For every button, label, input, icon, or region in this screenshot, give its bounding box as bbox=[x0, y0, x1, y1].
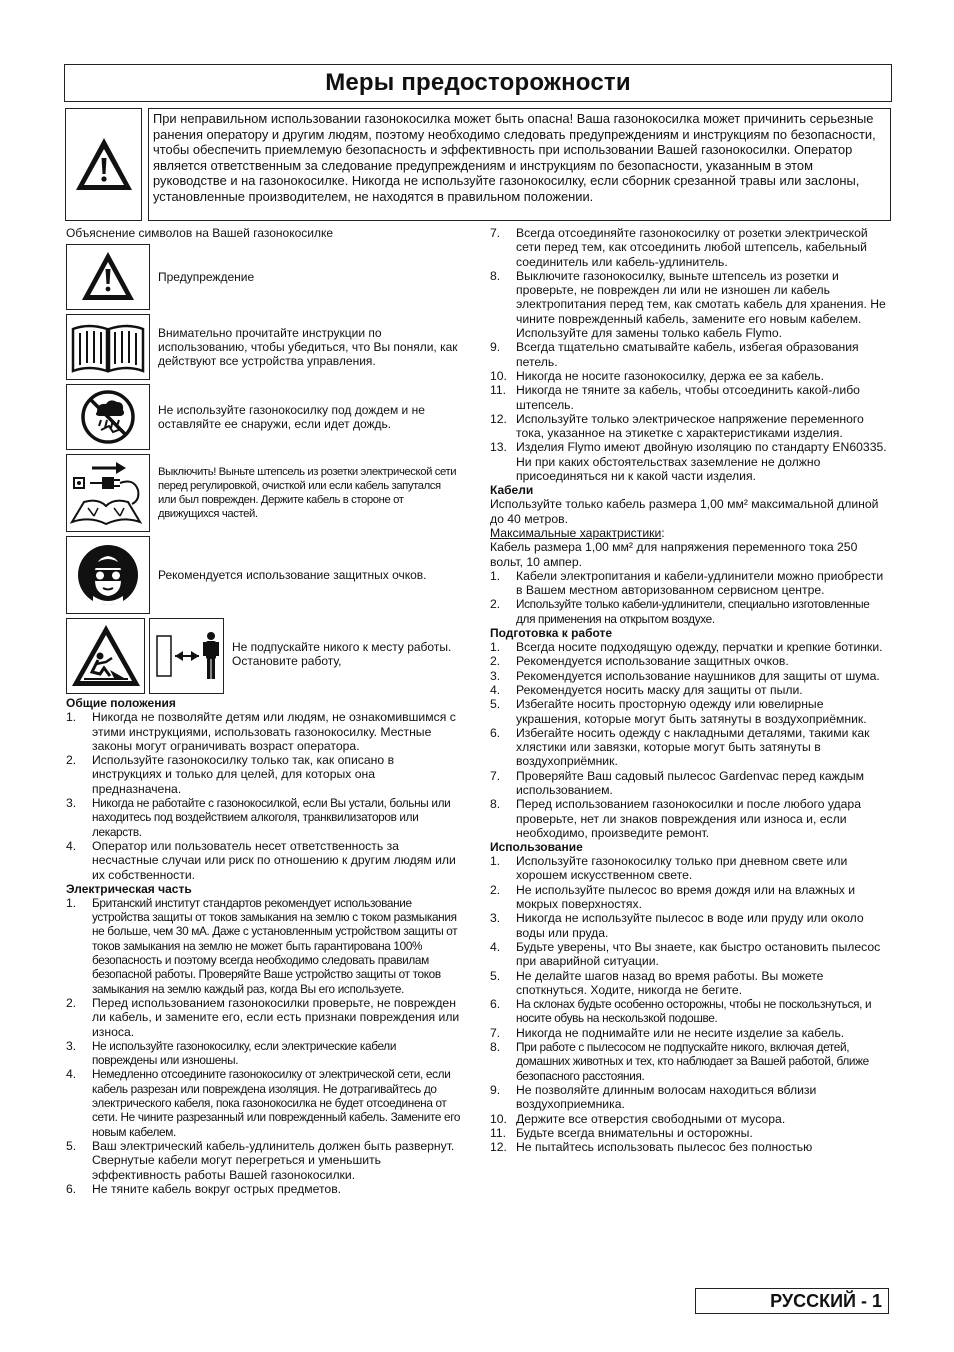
list-item: 11. Никогда не тяните за кабель, чтобы отсоединить какой-либо штепсель. bbox=[490, 383, 860, 412]
list-item: 2. Перед использованием газонокосилки проверьте, не поврежден ли кабель, и замените его, если есть признаки повреждения или износа. bbox=[66, 995, 460, 1039]
symbol-row bbox=[66, 618, 461, 694]
preparation-list bbox=[490, 640, 890, 840]
list-item: 3. Никогда не используйте пылесос в воде или пруду или около воды или пруда. bbox=[490, 911, 864, 940]
list-item: 3. Никогда не работайте с газонокосилкой, если Вы устали, больны или находитесь под воздействием алкоголя, транквилизаторов или лекарств. bbox=[66, 796, 451, 839]
symbol-text: Не подпускайте никого к месту работы. Остановите работу, bbox=[232, 640, 452, 669]
list-item: 3. Не используйте газонокосилку, если электрические кабели повреждены или изношены. bbox=[66, 1038, 397, 1068]
list-item: 5. Ваш электрический кабель-удлинитель должен быть развернут. Свернутые кабели могут перегреться и уменьшить эффективность работы Вашей газонокосилки. bbox=[66, 1138, 455, 1182]
symbol-row bbox=[66, 536, 461, 614]
electrical-list bbox=[66, 896, 461, 1196]
list-item: 2. Используйте газонокосилку только так, как описано в инструкциях и только для целей, для которых она предназначена. bbox=[66, 753, 395, 796]
page-number-label: РУССКИЙ - 1 bbox=[695, 1288, 889, 1314]
list-item: 5. Не делайте шагов назад во время работы. Вы можете споткнуться. Ходите, никогда не бегите. bbox=[490, 968, 824, 997]
left-column bbox=[66, 226, 461, 1196]
list-item: 1. Никогда не позволяйте детям или людям, не ознакомившимся с этими инструкциями, использовать газонокосилку. Местные законы могут ограничивать возраст оператора. bbox=[66, 710, 456, 753]
unplug-icon bbox=[66, 454, 150, 532]
list-item: 6. На склонах будьте особенно осторожны, чтобы не поскользнуться, и носите обувь на нескользкой подошве. bbox=[490, 997, 872, 1026]
cables-paragraph: Кабель размера 1,00 мм² для напряжения переменного тока 250 вольт, 10 ампер. bbox=[490, 540, 858, 569]
list-item: 1. Британский институт стандартов рекомендует использование устройства защиты от токов замыкания на землю с током размыкания не больше, чем 30 мА. Даже с установленным устройством защиты от токов замыкания на землю не может быть гарантирована 100% безопасность и поэтому всегда необходимо следовать правилам безопасной работы. Проверяйте Ваше устройство защиты от токов замыкания на землю каждый раз, когда Вы его используете. bbox=[66, 895, 458, 996]
list-item: 7. Проверяйте Ваш садовый пылесос Gardenvac перед каждым использованием. bbox=[490, 768, 865, 797]
list-item: 12. Используйте только электрическое напряжение переменного тока, указанное на этикетке с характеристиками изделия. bbox=[490, 411, 864, 441]
warning-triangle-icon bbox=[73, 134, 135, 196]
electrical-list-continued bbox=[490, 226, 890, 483]
keep-distance-icon bbox=[149, 618, 224, 694]
symbols-caption: Объяснение символов на Вашей газонокосилке bbox=[66, 226, 334, 240]
section-heading: Кабели bbox=[490, 483, 534, 498]
list-item: 3. Рекомендуется использование наушников для защиты от шума. bbox=[490, 668, 880, 683]
list-item: 12. Не пытайтесь использовать пылесос без полностью bbox=[490, 1140, 813, 1155]
symbol-text: Предупреждение bbox=[158, 270, 255, 285]
usage-list bbox=[490, 854, 890, 1154]
list-item: 10. Никогда не носите газонокосилку, держа ее за кабель. bbox=[490, 368, 824, 383]
list-item: 11. Будьте всегда внимательны и осторожны. bbox=[490, 1125, 753, 1140]
list-item: 4. Рекомендуется носить маску для защиты от пыли. bbox=[490, 682, 803, 697]
cables-max-specs: Максимальные характристики: bbox=[490, 525, 665, 540]
list-item: 2. Рекомендуется использование защитных очков. bbox=[490, 654, 789, 669]
section-heading: Использование bbox=[490, 840, 583, 855]
list-item: 13. Изделия Flymo имеют двойную изоляцию по стандарту EN60335. Ни при каких обстоятельствах заземление не должно присоединяться ни к какой части изделия. bbox=[490, 440, 887, 484]
symbol-row bbox=[66, 384, 461, 450]
list-item: 4. Оператор или пользователь несет ответственность за несчастные случаи или риск по отношению к другим людям или их собственности. bbox=[66, 838, 456, 882]
section-heading: Общие положения bbox=[66, 696, 176, 711]
list-item: 7. Всегда отсоединяйте газонокосилку от розетки электрической сети перед тем, как отсоединить любой штепсель, кабельный соединитель или кабель-удлинитель. bbox=[490, 226, 868, 269]
list-item: 1. Всегда носите подходящую одежду, перчатки и крепкие ботинки. bbox=[490, 640, 883, 655]
cables-paragraph: Используйте только кабель размера 1,00 мм² максимальной длиной до 40 метров. bbox=[490, 497, 879, 526]
list-item: 6. Не тяните кабель вокруг острых предметов. bbox=[66, 1181, 342, 1196]
general-list bbox=[66, 710, 461, 882]
list-item: 8. Перед использованием газонокосилки и после любого удара проверьте, нет ли знаков повреждения или износа и, если необходимо, произведите ремонт. bbox=[490, 797, 861, 840]
symbol-text: Выключить! Выньте штепсель из розетки электрической сети перед регулировкой, очисткой или если кабель запутался или был поврежден. Держите кабель в стороне от движущихся частей. bbox=[158, 466, 457, 521]
symbol-row bbox=[66, 314, 461, 380]
list-item: 7. Никогда не поднимайте или не несите изделие за кабель. bbox=[490, 1025, 845, 1040]
list-item: 6. Избегайте носить одежду с накладными деталями, такими как хлястики или завязки, которые могут быть затянуты в воздухоприёмник. bbox=[490, 725, 870, 769]
section-heading: Подготовка к работе bbox=[490, 626, 613, 641]
list-item: 4. Немедленно отсоедините газонокосилку от электрической сети, если кабель разрезан или повреждена изоляция. Не дотрагивайтесь до электрического кабеля, пока газонокосилка не будет отсоединена от сети. Не чините разрезанный или поврежденный кабель. Замените его новым кабелем. bbox=[66, 1067, 461, 1139]
list-item: 9. Не позволяйте длинным волосам находиться вблизи воздухоприемника. bbox=[490, 1082, 817, 1112]
list-item: 9. Всегда тщательно сматывайте кабель, избегая образования петель. bbox=[490, 340, 859, 369]
list-item: 8. При работе с пылесосом не подпускайте никого, включая детей, домашних животных и тех, кто наблюдает за Вашей работой, ближе безопасного расстояния. bbox=[490, 1040, 869, 1083]
thrown-object-warning-icon bbox=[66, 618, 145, 694]
warning-triangle-icon bbox=[66, 244, 150, 310]
list-item: 10. Держите все отверстия свободными от мусора. bbox=[490, 1111, 786, 1126]
manual-book-icon bbox=[66, 314, 150, 380]
right-column bbox=[490, 226, 890, 1154]
symbol-text: Рекомендуется использование защитных очков. bbox=[158, 568, 427, 583]
page-title: Меры предосторожности bbox=[325, 68, 631, 96]
safety-goggles-icon bbox=[66, 536, 150, 614]
section-heading: Электрическая часть bbox=[66, 881, 192, 896]
intro-text: При неправильном использовании газонокосилка может быть опасна! Ваша газонокосилка может причинить серьезные ранения оператору и другим людям, поэтому необходимо следовать предупреждениям и инструкциям по безопасности, чтобы обеспечить приемлемую безопасность и эффективность при использовании Вашей газонокосилки. Оператор является ответственным за следование предупреждениям и инструкциям по безопасности, указанным в этом руководстве и на газонокосилке. Никогда не используйте газонокосилку, если сборник срезанной травы или заслоны, установленные производителем, не находятся в правильном положении. bbox=[148, 108, 891, 221]
list-item: 8. Выключите газонокосилку, выньте штепсель из розетки и проверьте, не поврежден ли или не изношен ли кабель электропитания перед тем, как смотать кабель для хранения. Не чините поврежденный кабель, замените его новым кабелем. Используйте для замены только кабель Flymo. bbox=[490, 268, 886, 341]
symbol-text: Внимательно прочитайте инструкции по использованию, чтобы убедиться, что Вы поняли, как действуют все устройства управления. bbox=[158, 326, 458, 369]
symbol-text: Не используйте газонокосилку под дождем и не оставляйте ее снаружи, если идет дождь. bbox=[158, 403, 425, 432]
symbol-row bbox=[66, 244, 461, 310]
cables-list bbox=[490, 569, 890, 626]
list-item: 2. Используйте только кабели-удлинители, специально изготовленные для применения на открытом воздухе. bbox=[490, 597, 870, 626]
list-item: 5. Избегайте носить просторную одежду или ювелирные украшения, которые могут быть затянуты в воздухоприёмник. bbox=[490, 697, 867, 726]
intro-warning-box bbox=[65, 108, 142, 221]
symbol-row bbox=[66, 454, 461, 532]
list-item: 4. Будьте уверены, что Вы знаете, как быстро остановить пылесос при аварийной ситуации. bbox=[490, 939, 881, 969]
page-title-box bbox=[64, 64, 892, 102]
list-item: 1. Используйте газонокосилку только при дневном свете или хорошем искусственном свете. bbox=[490, 854, 848, 883]
list-item: 1. Кабели электропитания и кабели-удлинители можно приобрести в Вашем местном авторизованном сервисном центре. bbox=[490, 568, 884, 598]
no-rain-icon bbox=[66, 384, 150, 450]
list-item: 2. Не используйте пылесос во время дождя или на влажных и мокрых поверхностях. bbox=[490, 882, 856, 912]
